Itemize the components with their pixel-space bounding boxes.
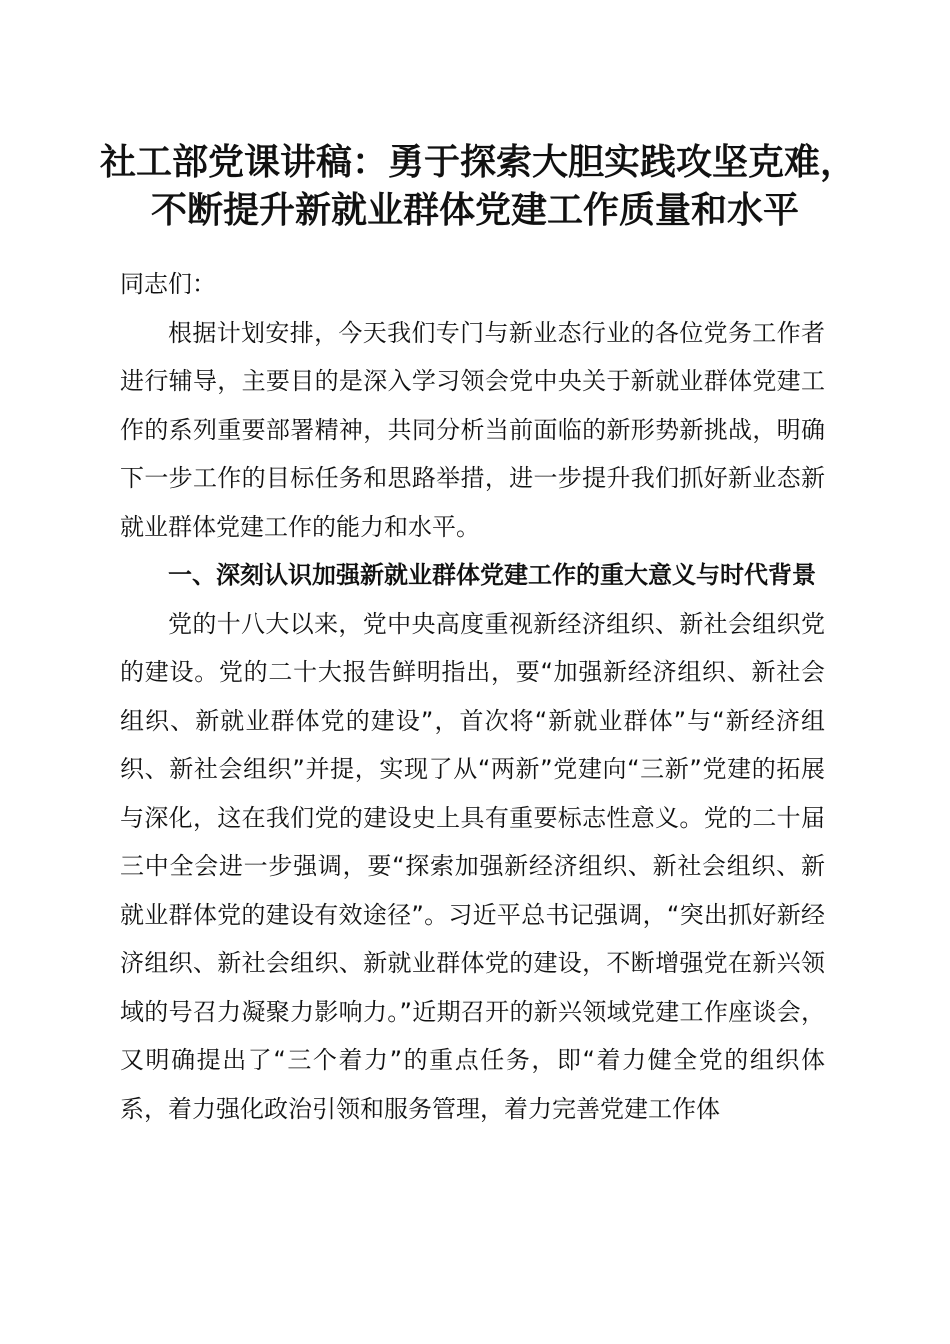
section-1-paragraph: 党的十八大以来，党中央高度重视新经济组织、新社会组织党的建设。党的二十大报告鲜明指出，要“加强新经济组织、新社会组织、新就业群体党的建设”，首次将“新就业群体”与“新经济组织、新社会组织”并提，实现了从“两新”党建向“三新”党建的拓展与深化，这在我们党的建设史上具有重要标志性意义。党的二十届三中全会进一步强调，要“探索加强新经济组织、新社会组织、新就业群体党的建设有效途径”。习近平总书记强调，“突出抓好新经济组织、新社会组织、新就业群体党的建设，不断增强党在新兴领域的号召力凝聚力影响力。”近期召开的新兴领域党建工作座谈会，又明确提出了“三个着力”的重点任务，即“着力健全党的组织体系，着力强化政治引领和服务管理，着力完善党建工作体 [120,609,825,1123]
section-1-heading: 一、深刻认识加强新就业群体党建工作的重大意义与时代背景 [168,561,816,589]
title-line-1: 社工部党课讲稿：勇于探索大胆实践攻坚克难， [100,141,857,183]
intro-paragraph: 根据计划安排，今天我们专门与新业态行业的各位党务工作者进行辅导，主要目的是深入学习领会党中央关于新就业群体党建工作的系列重要部署精神，共同分析当前面临的新形势新挑战，明确下一步工作的目标任务和思路举措，进一步提升我们抓好新业态新就业群体党建工作的能力和水平。 [120,318,825,541]
salutation: 同志们： [120,270,216,298]
title-line-2: 不断提升新就业群体党建工作质量和水平 [150,189,799,231]
document-title [100,138,857,234]
document-body [120,260,825,1133]
